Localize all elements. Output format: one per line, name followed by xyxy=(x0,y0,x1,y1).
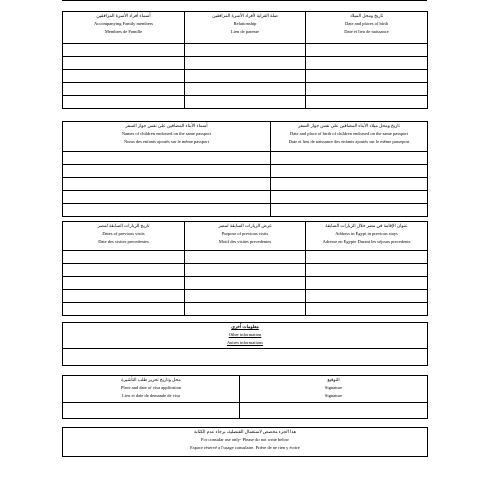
table-row xyxy=(63,57,428,70)
table-header-row xyxy=(63,323,428,349)
input-cell[interactable] xyxy=(63,44,185,57)
input-cell[interactable] xyxy=(306,83,428,96)
header-french: Lieu et date de demande de visa xyxy=(122,393,180,398)
family-members-header xyxy=(63,12,185,44)
header-english: For consular use only- Please do not write below xyxy=(201,437,289,442)
input-cell[interactable] xyxy=(185,83,306,96)
input-cell[interactable] xyxy=(271,152,428,165)
header-english: Other information xyxy=(228,332,262,337)
header-english: Date and place of birth of children endorsed on the same passport xyxy=(289,131,409,136)
table-header-row xyxy=(63,376,428,403)
consular-use-header xyxy=(63,428,428,457)
input-cell[interactable] xyxy=(63,96,185,109)
input-cell[interactable] xyxy=(271,178,428,191)
header-english: Accompanying Family members xyxy=(94,21,153,26)
input-cell[interactable] xyxy=(185,290,306,303)
header-english: Place and date of visa application xyxy=(120,385,182,390)
table-row xyxy=(63,83,428,96)
table-row xyxy=(63,44,428,57)
visit-purpose-header xyxy=(185,222,306,251)
table-header-row xyxy=(63,222,428,251)
header-english: Address in Egypt in previous stays xyxy=(335,231,398,236)
signature-table xyxy=(62,375,428,419)
table-header-row xyxy=(63,122,428,152)
table-row xyxy=(63,70,428,83)
header-arabic: تاريخ ومحل ميلاد الأبناء المضافين على نفس جواز السفر xyxy=(298,123,400,128)
input-cell[interactable] xyxy=(306,96,428,109)
input-cell[interactable] xyxy=(63,83,185,96)
other-information-table xyxy=(62,322,428,366)
header-french: Date des visites precedentes xyxy=(98,239,149,244)
input-cell[interactable] xyxy=(63,57,185,70)
input-cell[interactable] xyxy=(306,44,428,57)
header-french: Espace réservé a l'usage consulaire. Prière de ne rien y écrire xyxy=(190,445,300,450)
application-place-date-field[interactable] xyxy=(63,403,240,419)
table-header-row xyxy=(63,12,428,44)
header-english: Relationship xyxy=(233,21,257,26)
table-row xyxy=(63,349,428,366)
table-header-row xyxy=(63,428,428,457)
input-cell[interactable] xyxy=(306,251,428,264)
input-cell[interactable] xyxy=(63,191,271,204)
header-french: Autres informations xyxy=(226,340,264,345)
input-cell[interactable] xyxy=(185,96,306,109)
input-cell[interactable] xyxy=(185,44,306,57)
input-cell[interactable] xyxy=(63,303,185,316)
input-cell[interactable] xyxy=(271,204,428,217)
table-row xyxy=(63,191,428,204)
input-cell[interactable] xyxy=(63,152,271,165)
header-arabic: غرض الزيارات السابقة لمصر xyxy=(218,223,272,228)
table-row xyxy=(63,251,428,264)
consular-use-table xyxy=(62,427,428,457)
header-english: Names of children endorsed on the same passport xyxy=(121,131,212,136)
children-birth-header xyxy=(271,122,428,152)
table-row xyxy=(63,290,428,303)
input-cell[interactable] xyxy=(63,204,271,217)
input-cell[interactable] xyxy=(185,251,306,264)
input-cell[interactable] xyxy=(185,303,306,316)
header-arabic: معلومات أخرى xyxy=(231,324,259,329)
input-cell[interactable] xyxy=(63,277,185,290)
input-cell[interactable] xyxy=(306,277,428,290)
top-rule xyxy=(62,0,427,1)
input-cell[interactable] xyxy=(63,178,271,191)
table-row xyxy=(63,204,428,217)
input-cell[interactable] xyxy=(271,191,428,204)
header-french: Membres de Famille xyxy=(104,29,143,34)
header-arabic: تاريخ الزيارات السابقة لمصر xyxy=(97,223,150,228)
date-place-birth-header xyxy=(306,12,428,44)
bottom-rule xyxy=(62,456,427,457)
children-table xyxy=(62,121,428,217)
input-cell[interactable] xyxy=(185,264,306,277)
header-arabic: تاريخ ومحل الميلاد xyxy=(349,13,384,18)
header-arabic: محل وتاريخ تحرير طلب التأشيرة xyxy=(121,377,181,382)
input-cell[interactable] xyxy=(185,277,306,290)
signature-field[interactable] xyxy=(240,403,428,419)
input-cell[interactable] xyxy=(306,70,428,83)
header-arabic: هذا الجزء مخصص لاستعمال القنصلية، برجاء عدم الكتابة xyxy=(193,429,297,434)
visit-dates-header xyxy=(63,222,185,251)
input-cell[interactable] xyxy=(63,264,185,277)
input-cell[interactable] xyxy=(306,264,428,277)
table-row xyxy=(63,403,428,419)
header-french: Motif des visites precedentes xyxy=(218,239,272,244)
header-french: Noms des enfants ajoutés sur le même passport xyxy=(123,139,210,144)
input-cell[interactable] xyxy=(63,165,271,178)
visit-address-header xyxy=(306,222,428,251)
header-english: Date and places of birth xyxy=(345,21,388,26)
header-arabic: أسماء الأبناء المضافين على نفس جواز السفر xyxy=(125,123,208,128)
header-french: Date et lieu de naissance xyxy=(344,29,389,34)
application-place-date-header xyxy=(63,376,240,403)
family-members-table xyxy=(62,11,428,109)
relationship-header xyxy=(185,12,306,44)
header-french: Signature xyxy=(324,393,343,398)
table-row xyxy=(63,303,428,316)
previous-visits-table xyxy=(62,221,428,316)
header-french: Date et lieu de naissance des enfants ajoutés sur le même passeport xyxy=(288,139,410,144)
input-cell[interactable] xyxy=(271,165,428,178)
header-french: Adresse en Egypte Durant les séjours precedents xyxy=(322,239,411,244)
header-arabic: أسماء أفراد الأسرة المرافقين xyxy=(96,13,151,18)
input-cell[interactable] xyxy=(63,251,185,264)
signature-header xyxy=(240,376,428,403)
header-arabic: التوقيع xyxy=(327,377,340,382)
table-row xyxy=(63,96,428,109)
input-cell[interactable] xyxy=(185,70,306,83)
table-row xyxy=(63,264,428,277)
header-english: Dates of previous visits xyxy=(102,231,145,236)
table-row xyxy=(63,178,428,191)
header-arabic: صلة القرابة لأفراد الأسرة المرافقين xyxy=(212,13,278,18)
other-information-header xyxy=(63,323,428,349)
other-information-field[interactable] xyxy=(63,349,428,366)
header-arabic: عنوان الإقامة في مصر خلال الزيارات السابقة xyxy=(325,223,408,228)
table-row xyxy=(63,277,428,290)
table-row xyxy=(63,152,428,165)
input-cell[interactable] xyxy=(185,57,306,70)
input-cell[interactable] xyxy=(306,57,428,70)
header-english: Signature xyxy=(324,385,343,390)
table-row xyxy=(63,165,428,178)
input-cell[interactable] xyxy=(63,70,185,83)
header-english: Purpose of previous visits xyxy=(221,231,269,236)
input-cell[interactable] xyxy=(63,290,185,303)
header-french: Lien de parente xyxy=(231,29,259,34)
children-names-header xyxy=(63,122,271,152)
input-cell[interactable] xyxy=(306,303,428,316)
input-cell[interactable] xyxy=(306,290,428,303)
